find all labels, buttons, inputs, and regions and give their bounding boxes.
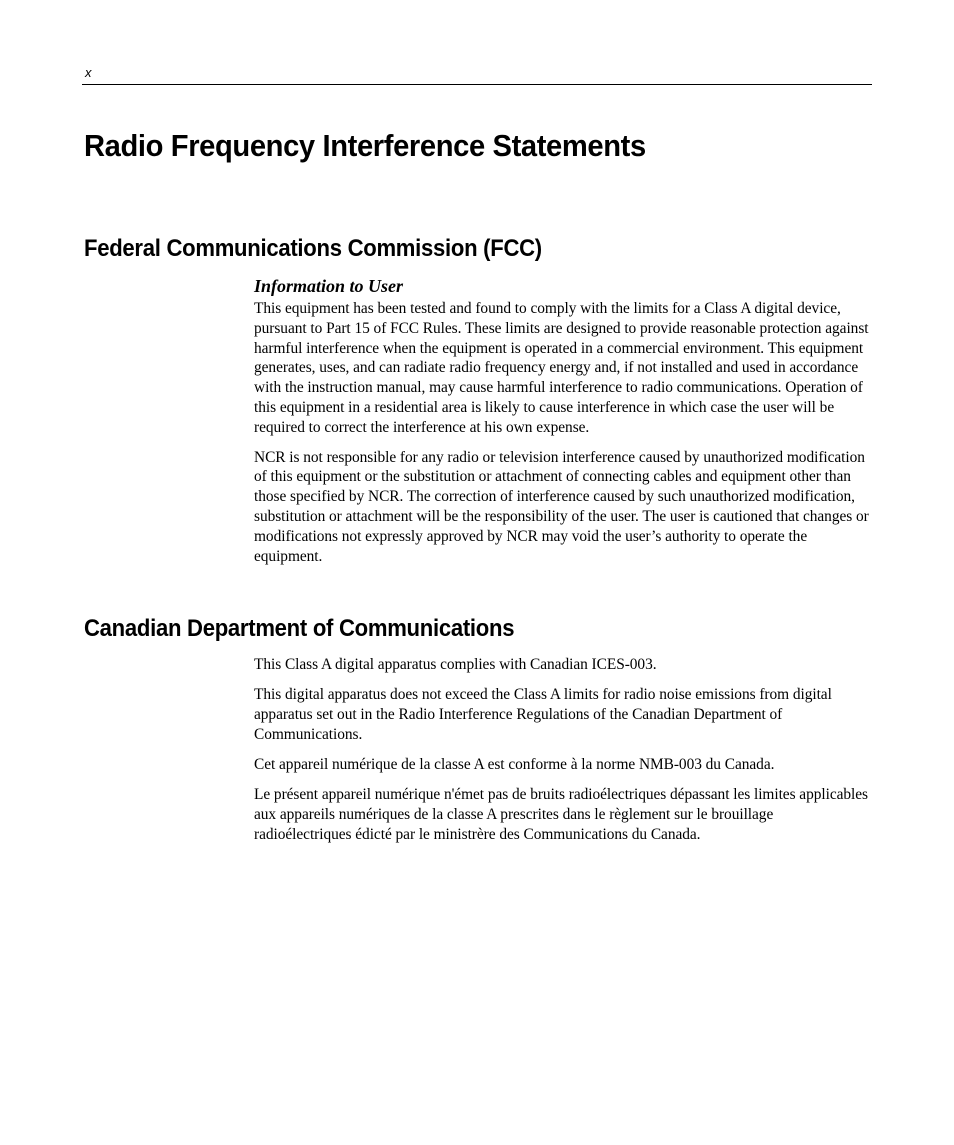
canadian-doc-paragraph: Le présent appareil numérique n'émet pas de bruits radioélectriques dépassant les limites applicables aux appareils numériques de la classe A prescrites dans le règlement sur le brouillage radioélectriques édicté par le ministrère des Communications du Canada.: [254, 786, 868, 844]
canadian-doc-section-body: [254, 655, 870, 845]
fcc-section-body: [254, 299, 870, 566]
canadian-doc-section-heading: Canadian Department of Communications: [84, 615, 515, 642]
fcc-paragraph: This equipment has been tested and found to comply with the limits for a Class A digital device, pursuant to Part 15 of FCC Rules. These limits are designed to provide reasonable protection against harmful interference when the equipment is operated in a commercial environment. This equipment generates, uses, and can radiate radio frequency energy and, if not installed and used in accordance with the instruction manual, may cause harmful interference to radio communications. Operation of this equipment in a residential area is likely to cause interference in which case the user will be required to correct the interference at his own expense.: [254, 300, 869, 436]
fcc-section-heading: Federal Communications Commission (FCC): [84, 235, 542, 262]
page-header: [82, 62, 872, 85]
fcc-paragraph: NCR is not responsible for any radio or television interference caused by unauthorized modification of this equipment or the substitution or attachment of connecting cables and equipment other than those specified by NCR. The correction of interference caused by such unauthorized modification, substitution or attachment will be the responsibility of the user. The user is cautioned that changes or modifications not expressly approved by NCR may void the user’s authority to operate the equipment.: [254, 448, 869, 565]
page-number: x: [85, 65, 92, 80]
canadian-doc-paragraph: Cet appareil numérique de la classe A est conforme à la norme NMB-003 du Canada.: [254, 756, 775, 774]
information-to-user-subheading: Information to User: [254, 276, 404, 296]
canadian-doc-paragraph: This Class A digital apparatus complies with Canadian ICES-003.: [254, 656, 657, 673]
page-title: Radio Frequency Interference Statements: [84, 128, 646, 163]
canadian-doc-paragraph: This digital apparatus does not exceed the Class A limits for radio noise emissions from digital apparatus set out in the Radio Interference Regulations of the Canadian Department of Communications.: [254, 686, 832, 743]
